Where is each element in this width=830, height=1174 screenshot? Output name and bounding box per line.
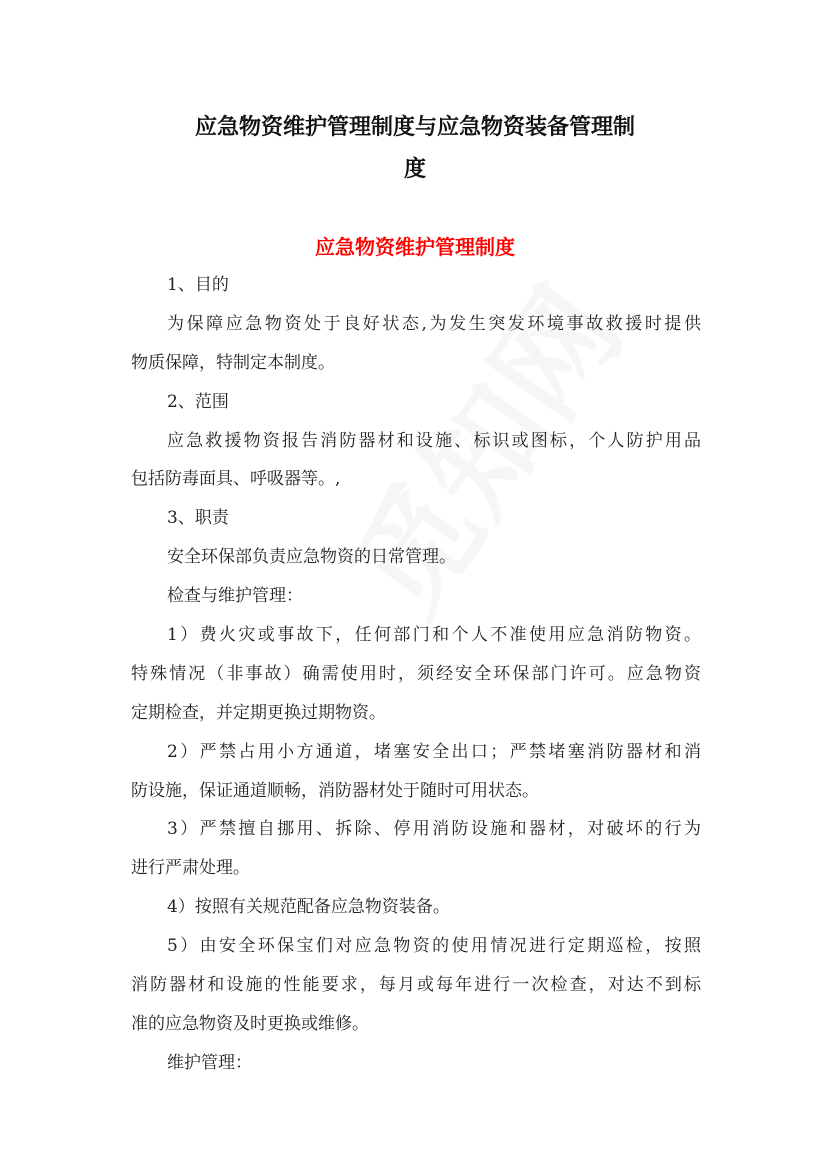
paragraph-line: 4）按照有关规范配备应急物资装备。 [167, 897, 450, 918]
paragraph-line: 安全环保部负责应急物资的日常管理。 [167, 547, 456, 568]
paragraph-line: 防设施，保证通道顺畅，消防器材处于随时可用状态。 [131, 780, 539, 801]
paragraph-line: 3、职责 [167, 508, 229, 529]
paragraph-line: 物质保障，特制定本制度。 [131, 352, 335, 373]
paragraph-line: 2）严禁占用小方通道，堵塞安全出口；严禁堵塞消防器材和消 [167, 741, 701, 762]
paragraph [131, 499, 701, 538]
document-title-continued: 度 [403, 157, 426, 182]
paragraph-line: 定期检查，并定期更换过期物资。 [131, 702, 386, 723]
paragraph [131, 538, 701, 577]
paragraph [131, 888, 701, 927]
paragraph-line: 检查与维护管理： [167, 586, 303, 607]
paragraph-line: 2、范围 [167, 391, 229, 412]
paragraph-line: 特殊情况（非事故）确需使用时，须经安全环保部门许可。应急物资 [131, 663, 701, 684]
paragraph-line: 1、目的 [167, 275, 229, 295]
paragraph [131, 927, 701, 1044]
paragraph [131, 577, 701, 616]
paragraph-line: 1）费火灾或事故下，任何部门和个人不准使用应急消防物资。 [167, 625, 701, 646]
paragraph-line: 消防器材和设施的性能要求，每月或每年进行一次检查，对达不到标 [131, 975, 701, 996]
paragraph-line: 3）严禁擅自挪用、拆除、停用消防设施和器材，对破坏的行为 [167, 819, 701, 840]
paragraph [131, 1044, 701, 1083]
paragraph-line: 5）由安全环保宝们对应急物资的使用情况进行定期巡检，按照 [167, 936, 701, 957]
paragraph [131, 383, 701, 422]
paragraph-line: 维护管理： [167, 1052, 252, 1073]
paragraph-line: 包括防毒面具、呼吸器等。, [131, 469, 341, 490]
paragraph [131, 266, 701, 305]
document-title: 应急物资维护管理制度与应急物资装备管理制 [194, 115, 635, 140]
paragraph [131, 810, 701, 888]
paragraph-line: 进行严肃处理。 [131, 858, 250, 879]
paragraph-line: 应急救援物资报告消防器材和设施、标识或图标，个人防护用品 [167, 430, 701, 451]
paragraph [131, 422, 701, 500]
document-body [131, 266, 701, 1083]
section-heading: 应急物资维护管理制度 [315, 235, 515, 259]
paragraph-line: 准的应急物资及时更换或维修。 [131, 1013, 369, 1034]
paragraph [131, 305, 701, 383]
paragraph-line: 为保障应急物资处于良好状态,为发生突发环境事故救援时提供 [167, 313, 701, 334]
paragraph [131, 616, 701, 733]
paragraph [131, 733, 701, 811]
